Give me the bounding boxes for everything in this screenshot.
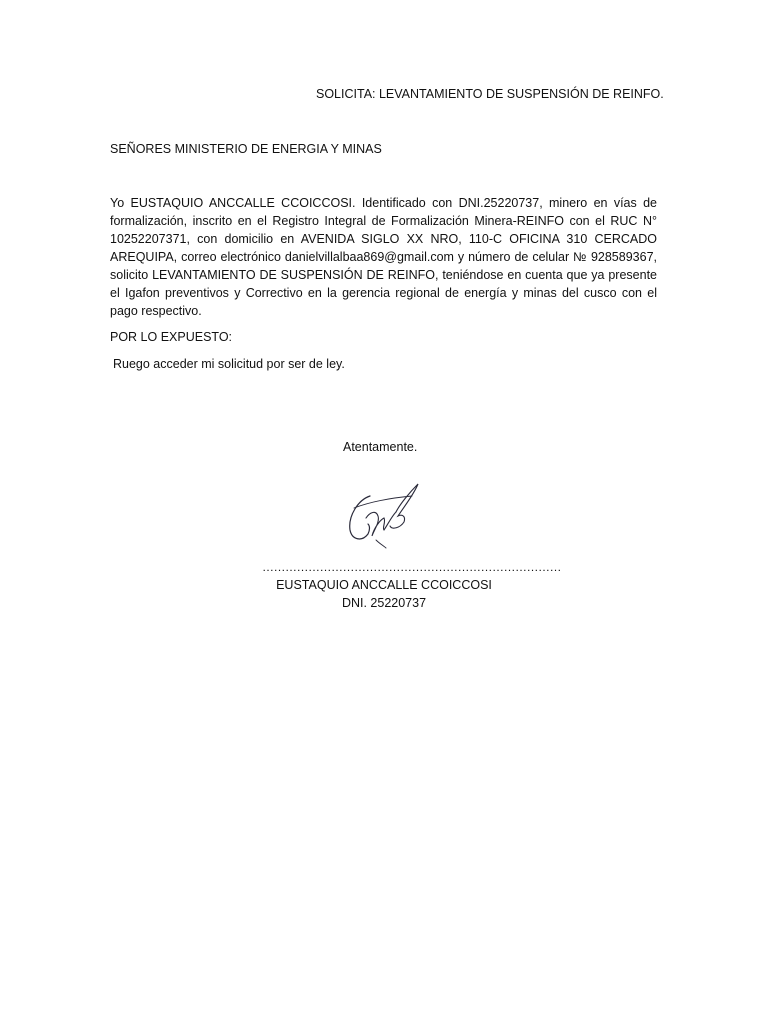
signer-name: EUSTAQUIO ANCCALLE CCOICCOSI	[276, 578, 492, 592]
signer-dni: DNI. 25220737	[341, 596, 427, 610]
por-lo-expuesto-heading: POR LO EXPUESTO:	[110, 330, 233, 344]
letter-body: Yo EUSTAQUIO ANCCALLE CCOICCOSI. Identificado con DNI.25220737, minero en vías de formalización, inscrito en el Registro Integral de Formalización Minera-REINFO con el RUC N° 10252207371, con domicilio en AVENIDA SIGLO XX NRO, 110-C OFICINA 310 CERCADO AREQUIPA, correo electrónico danielvillalbaa869@gmail.com y número de celular № 928589367, solicito LEVANTAMIENTO DE SUSPENSIÓN DE REINFO, teniéndose en cuenta que ya presente el Igafon preventivos y Correctivo en la gerencia regional de energía y minas del cusco con el pago respectivo.	[110, 196, 657, 318]
signature-line: ……………………………………………………………………	[262, 560, 561, 574]
handwritten-signature-icon	[340, 478, 425, 548]
closing-text: Atentamente.	[343, 440, 418, 454]
letter-addressee: SEÑORES MINISTERIO DE ENERGIA Y MINAS	[110, 142, 382, 156]
request-text: Ruego acceder mi solicitud por ser de ley.	[113, 357, 345, 371]
letter-subject: SOLICITA: LEVANTAMIENTO DE SUSPENSIÓN DE REINFO.	[316, 87, 664, 101]
